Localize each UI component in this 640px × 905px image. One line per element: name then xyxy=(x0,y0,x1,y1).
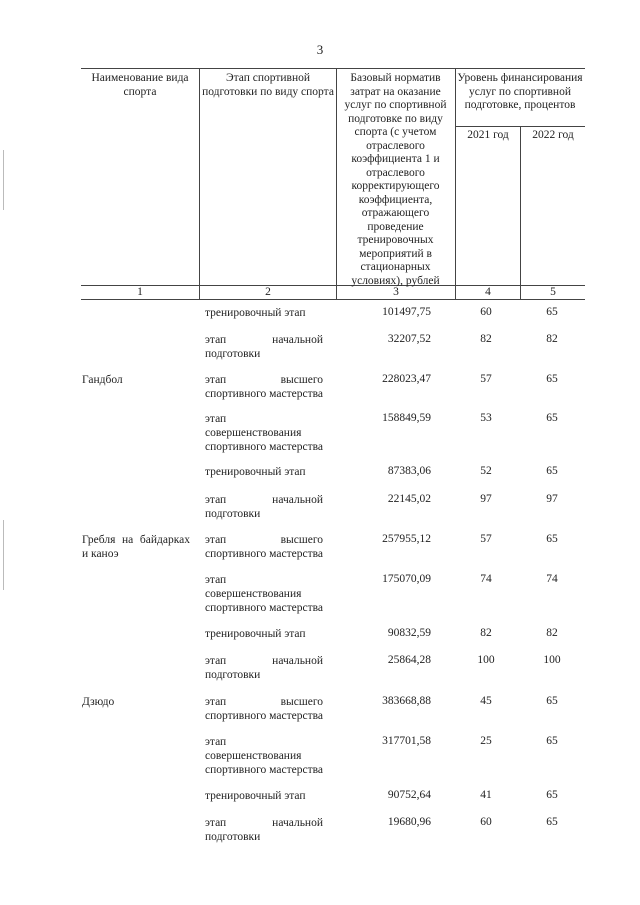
row-7-norm: 175070,09 xyxy=(382,573,431,585)
row-9-stage: этап начальной подготовки xyxy=(205,655,323,681)
col-number-4: 4 xyxy=(485,286,491,298)
row-10-2021: 45 xyxy=(480,695,492,707)
row-4-norm: 87383,06 xyxy=(387,465,431,477)
row-12-stage: тренировочный этап xyxy=(205,790,306,802)
row-13-2022: 65 xyxy=(546,816,558,828)
row-9-2022: 100 xyxy=(543,654,561,666)
row-0-stage: тренировочный этап xyxy=(205,307,306,319)
row-2-stage: этап высшего спортивного мастерства xyxy=(205,374,323,400)
header-year-2022: 2022 год xyxy=(532,129,574,141)
row-5-2022: 97 xyxy=(546,493,558,505)
col-number-2: 2 xyxy=(265,286,271,298)
row-12-norm: 90752,64 xyxy=(387,789,431,801)
row-0-norm: 101497,75 xyxy=(382,306,431,318)
row-9-2021: 100 xyxy=(477,654,495,666)
row-3-stage: этап совершенствования спортивного мастерства xyxy=(205,413,323,453)
row-8-2022: 82 xyxy=(546,627,558,639)
row-2-2021: 57 xyxy=(480,373,492,385)
row-10-2022: 65 xyxy=(546,695,558,707)
row-4-2022: 65 xyxy=(546,465,558,477)
row-6-2021: 57 xyxy=(480,533,492,545)
row-11-norm: 317701,58 xyxy=(382,735,431,747)
row-4-stage: тренировочный этап xyxy=(205,466,306,478)
row-10-norm: 383668,88 xyxy=(382,695,431,707)
row-13-norm: 19680,96 xyxy=(387,816,431,828)
row-2-2022: 65 xyxy=(546,373,558,385)
row-7-stage: этап совершенствования спортивного мастерства xyxy=(205,574,323,614)
row-9-norm: 25864,28 xyxy=(387,654,431,666)
row-11-2021: 25 xyxy=(480,735,492,747)
header-sport: Наименование вида спорта xyxy=(91,72,189,98)
row-3-2022: 65 xyxy=(546,412,558,424)
row-8-stage: тренировочный этап xyxy=(205,628,306,640)
row-6-stage: этап высшего спортивного мастерства xyxy=(205,534,323,560)
header-funding: Уровень финансирования услуг по спортивной подготовке, процентов xyxy=(457,72,583,111)
row-3-2021: 53 xyxy=(480,412,492,424)
col-number-1: 1 xyxy=(137,286,143,298)
row-2-sport: Гандбол xyxy=(82,374,123,386)
row-5-stage: этап начальной подготовки xyxy=(205,494,323,520)
row-13-stage: этап начальной подготовки xyxy=(205,817,323,843)
row-11-2022: 65 xyxy=(546,735,558,747)
header-stage: Этап спортивной подготовки по виду спорта xyxy=(202,72,334,98)
row-1-2021: 82 xyxy=(480,333,492,345)
row-12-2021: 41 xyxy=(480,789,492,801)
row-1-2022: 82 xyxy=(546,333,558,345)
row-13-2021: 60 xyxy=(480,816,492,828)
page-number: 3 xyxy=(316,42,324,57)
row-6-sport: Гребля на байдарках и каноэ xyxy=(82,534,190,560)
row-1-stage: этап начальной подготовки xyxy=(205,334,323,360)
row-3-norm: 158849,59 xyxy=(382,412,431,424)
row-6-2022: 65 xyxy=(546,533,558,545)
row-1-norm: 32207,52 xyxy=(387,333,431,345)
row-7-2021: 74 xyxy=(480,573,492,585)
header-norm: Базовый норматив затрат на оказание услуг по спортивной подготовке по виду спорта (с учетом отраслевого коэффициента 1 и отраслевого корректирующего коэффициента, отражающего проведение тренировочных мероприятий в стационарных условиях), рублей xyxy=(344,72,447,287)
row-5-2021: 97 xyxy=(480,493,492,505)
row-7-2022: 74 xyxy=(546,573,558,585)
row-5-norm: 22145,02 xyxy=(387,493,431,505)
row-10-stage: этап высшего спортивного мастерства xyxy=(205,696,323,722)
row-10-sport: Дзюдо xyxy=(82,696,115,708)
scan-mark xyxy=(3,150,4,210)
row-4-2021: 52 xyxy=(480,465,492,477)
header-year-2021: 2021 год xyxy=(467,129,509,141)
col-number-3: 3 xyxy=(393,286,399,298)
row-12-2022: 65 xyxy=(546,789,558,801)
col-number-5: 5 xyxy=(550,286,556,298)
row-0-2022: 65 xyxy=(546,306,558,318)
row-2-norm: 228023,47 xyxy=(382,373,431,385)
row-6-norm: 257955,12 xyxy=(382,533,431,545)
row-8-2021: 82 xyxy=(480,627,492,639)
row-0-2021: 60 xyxy=(480,306,492,318)
row-8-norm: 90832,59 xyxy=(387,627,431,639)
scan-mark xyxy=(3,520,4,590)
row-11-stage: этап совершенствования спортивного мастерства xyxy=(205,736,323,776)
